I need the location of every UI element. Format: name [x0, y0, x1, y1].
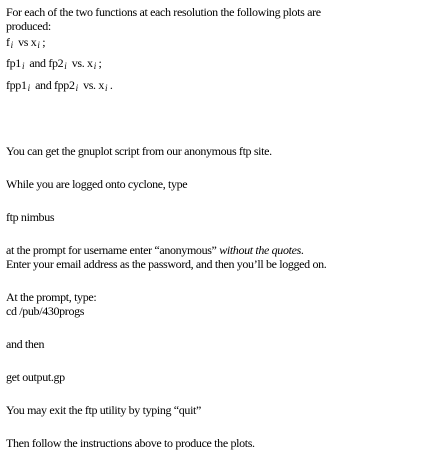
- plot-2-mid-subscript: i: [64, 61, 67, 71]
- username-prompt-line: [6, 243, 304, 257]
- exit-paragraph: You may exit the ftp utility by typing “quit”: [6, 403, 202, 417]
- plot-3-function-subscript: i: [27, 83, 30, 93]
- plot-1-function-subscript: i: [10, 40, 13, 50]
- username-prompt-end: .: [300, 243, 304, 257]
- gnuplot-paragraph: You can get the gnuplot script from our anonymous ftp site.: [6, 144, 272, 158]
- logged-on-paragraph: While you are logged onto cyclone, type: [6, 177, 188, 191]
- plot-2-vs: vs. x: [71, 56, 93, 70]
- at-prompt-line: At the prompt, type:: [6, 290, 97, 304]
- plot-3-mid-subscript: i: [75, 83, 78, 93]
- plot-3-end: .: [109, 78, 113, 92]
- intro-line-2: produced:: [6, 19, 51, 33]
- plot-2-function-subscript: i: [21, 61, 25, 71]
- plot-3-mid: and fpp2: [35, 78, 75, 92]
- and-then-line: and then: [6, 337, 45, 351]
- intro-line-1: For each of the two functions at each resolution the following plots are: [6, 5, 321, 19]
- plot-list-item-2: [6, 56, 101, 71]
- plot-1-x-subscript: i: [37, 40, 40, 50]
- plot-3-function: fpp1: [6, 78, 27, 92]
- ftp-command: ftp nimbus: [6, 210, 55, 224]
- plot-1-vs: vs x: [18, 35, 37, 49]
- plot-3-vs: vs. x: [83, 78, 104, 92]
- get-command: get output.gp: [6, 370, 65, 384]
- cd-command: cd /pub/430progs: [6, 304, 85, 318]
- plot-3-x-subscript: i: [105, 83, 108, 93]
- plot-1-function: f: [6, 35, 10, 49]
- plot-1-end: ;: [42, 35, 46, 49]
- plot-list-item-3: [6, 78, 112, 93]
- plot-2-mid: and fp2: [29, 56, 64, 70]
- plot-2-end: ;: [98, 56, 102, 70]
- follow-paragraph: Then follow the instructions above to produce the plots.: [6, 436, 255, 450]
- plot-list-item-1: [6, 35, 45, 50]
- plot-2-x-subscript: i: [93, 61, 96, 71]
- password-line: Enter your email address as the password, and then you’ll be logged on.: [6, 257, 327, 271]
- username-prompt-text: at the prompt for username enter “anonymous”: [6, 243, 217, 257]
- without-quotes-emphasis: without the quotes: [219, 243, 301, 257]
- plot-2-function: fp1: [6, 56, 21, 70]
